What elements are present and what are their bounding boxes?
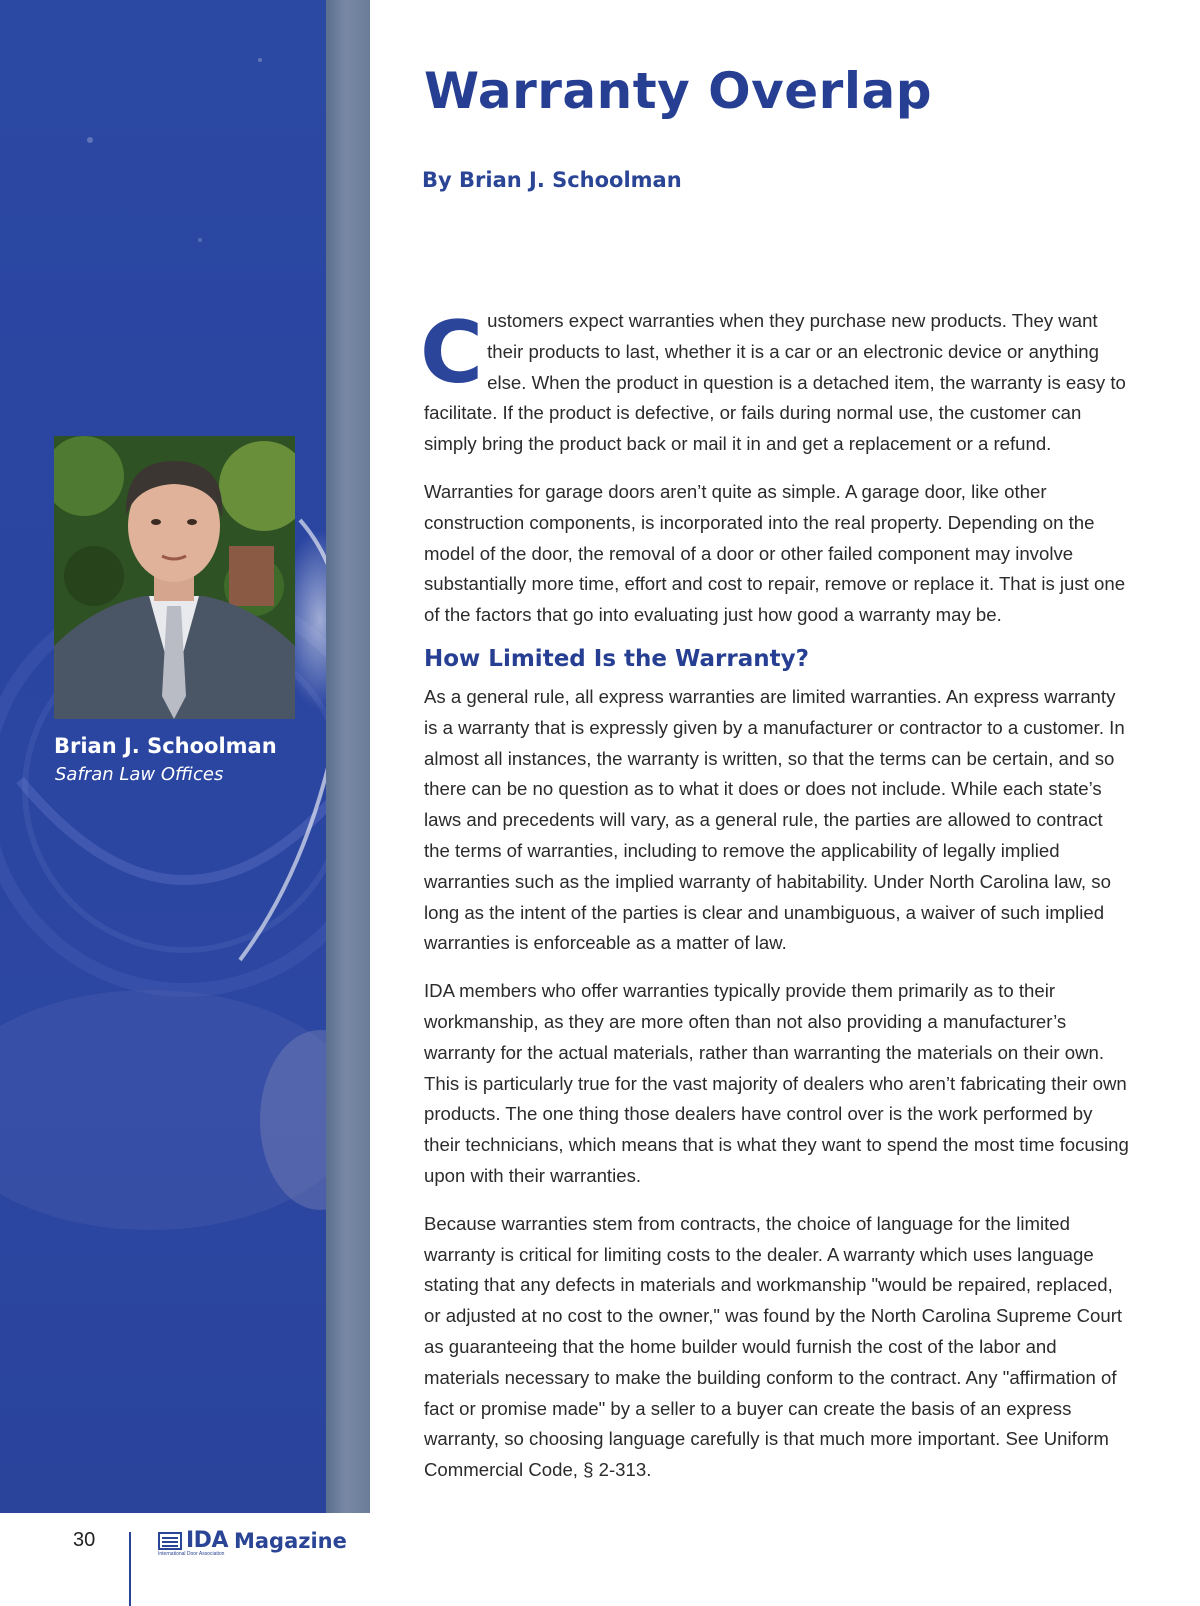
- page-number: 30: [73, 1529, 96, 1551]
- brand-magazine: Magazine: [233, 1528, 347, 1553]
- brand-ida: IDA: [186, 1528, 228, 1553]
- intro-text: ustomers expect warranties when they purchase new products. They want their products to last, whether it is a car or an electronic device or anything else. When the product in question is a detached item, the warranty is easy to facilitate. If the product is defective, or fails during normal use, the customer can simply bring the product back or mail it in and get a replacement or a refund.: [424, 310, 1126, 455]
- footer-divider: [129, 1532, 131, 1606]
- article-byline: By Brian J. Schoolman: [422, 168, 682, 192]
- brand-subtitle: International Door Association: [158, 1551, 225, 1557]
- drop-cap: C: [420, 303, 484, 403]
- article-body: [420, 303, 1130, 1503]
- article-paragraph-intro: [420, 303, 1130, 460]
- author-photo: [54, 436, 295, 719]
- sidebar-panel: [0, 0, 370, 1513]
- ida-magazine-logo: [158, 1528, 347, 1553]
- author-organization: Safran Law Offices: [55, 764, 224, 785]
- author-portrait-illustration: [54, 436, 295, 719]
- article-paragraph: As a general rule, all express warranties are limited warranties. An express warranty is a warranty that is expressly given by a manufacturer or contractor to a customer. In almost all instances, the warranty is written, so that the terms can be certain, and so there can be no question as to what it does or does not include. While each state’s laws and precedents will vary, as a general rule, the parties are allowed to contract the terms of warranties, including to remove the applicability of legally implied warranties such as the implied warranty of habitability. Under North Carolina law, so long as the intent of the parties is clear and unambiguous, a waiver of such implied warranties is enforceable as a matter of law.: [424, 685, 1125, 954]
- article-paragraph: Warranties for garage doors aren’t quite as simple. A garage door, like other construction components, is incorporated into the real property. Depending on the model of the door, the removal of a door or other failed component may involve substantially more time, effort and cost to repair, remove or replace it. That is just one of the factors that go into evaluating just how good a warranty may be.: [424, 480, 1126, 626]
- sidebar-gray-strip: [326, 0, 370, 1513]
- article-title: Warranty Overlap: [424, 62, 932, 120]
- garage-door-icon: [158, 1532, 182, 1550]
- section-heading: How Limited Is the Warranty?: [424, 645, 809, 672]
- article-paragraph: IDA members who offer warranties typically provide them primarily as to their workmanship, as they are more often than not also providing a manufacturer’s warranty for the actual materials, rather than warranting the materials on their own. This is particularly true for the vast majority of dealers who aren’t fabricating their own products. The one thing those dealers have control over is the work performed by their technicians, which means that is what they want to spend the most time focusing upon with their warranties.: [424, 980, 1129, 1186]
- article-paragraph: Because warranties stem from contracts, the choice of language for the limited warranty is critical for limiting costs to the dealer. A warranty which uses language stating that any defects in materials and workmanship "would be repaired, replaced, or adjusted at no cost to the owner," was found by the North Carolina Supreme Court as guaranteeing that the home builder would furnish the cost of the labor and materials necessary to make the building conform to the contract. Any "affirmation of fact or promise made" by a seller to a buyer can create the basis of an express warranty, so choosing language carefully is that much more important. See Uniform Commercial Code, § 2-313.: [424, 1212, 1123, 1481]
- author-name: Brian J. Schoolman: [54, 734, 277, 758]
